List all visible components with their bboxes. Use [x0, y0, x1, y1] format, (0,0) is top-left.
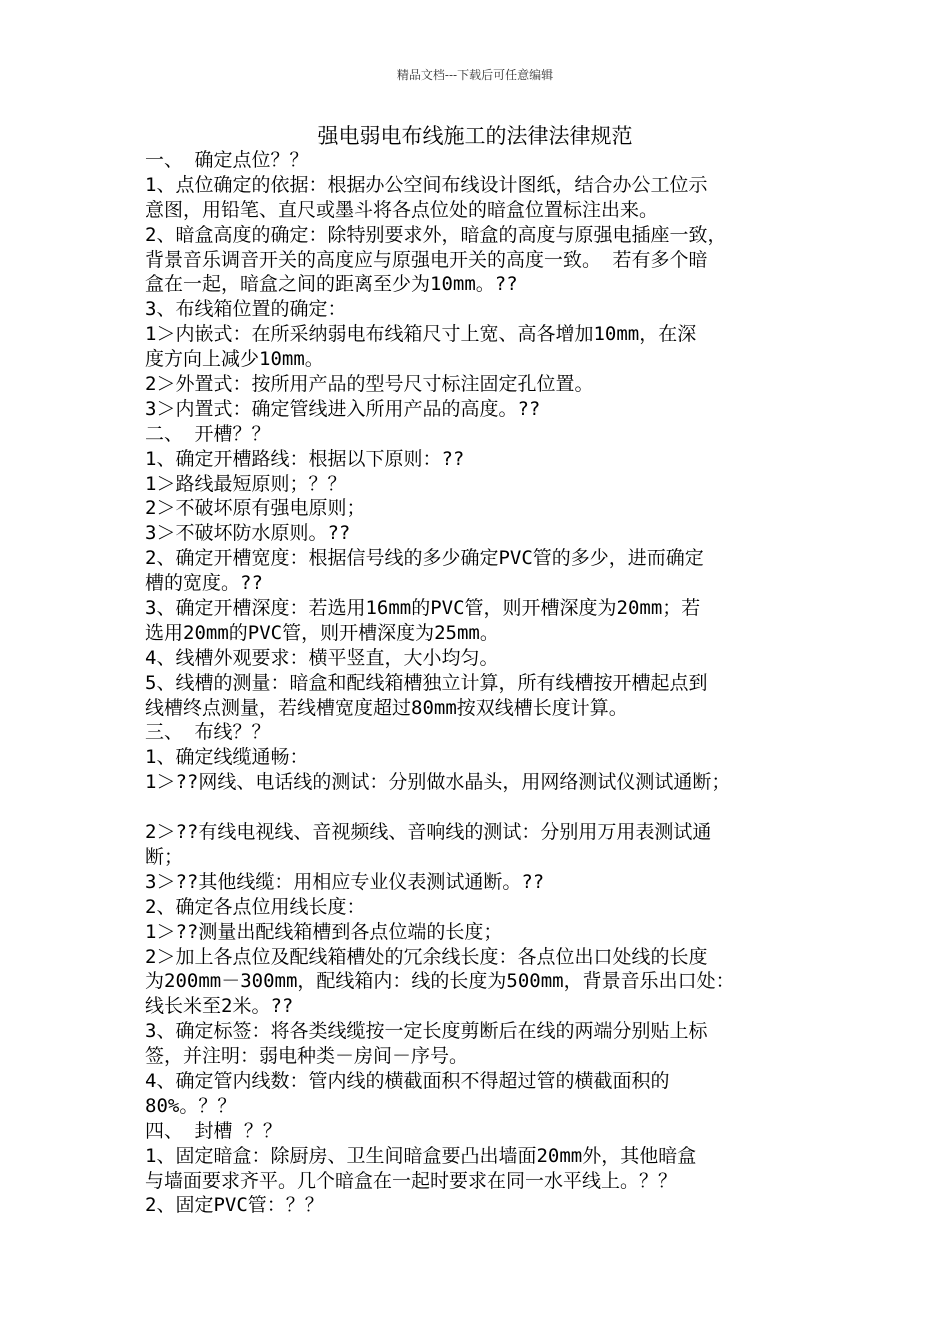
- body-line: 背景音乐调音开关的高度应与原强电开关的高度一致。 若有多个暗: [145, 248, 708, 271]
- body-line: 与墙面要求齐平。几个暗盒在一起时要求在同一水平线上。？？: [145, 1169, 678, 1192]
- body-line: 2、固定PVC管：？？: [145, 1194, 324, 1217]
- body-line: 2＞??有线电视线、音视频线、音响线的测试：分别用万用表测试通: [145, 821, 712, 844]
- body-line: 二、 开槽？？: [145, 422, 271, 445]
- body-line: 3＞内置式：确定管线进入所用产品的高度。??: [145, 397, 541, 420]
- body-line: 为200mm－300mm，配线箱内：线的长度为500mm，背景音乐出口处：: [145, 970, 735, 993]
- body-line: 1＞??测量出配线箱槽到各点位端的长度；: [145, 920, 503, 943]
- body-line: 度方向上减少10mm。: [145, 348, 324, 371]
- body-line: 1、固定暗盒：除厨房、卫生间暗盒要凸出墙面20mm外，其他暗盒: [145, 1144, 697, 1167]
- body-line: 意图，用铅笔、直尺或墨斗将各点位处的暗盒位置标注出来。: [145, 198, 659, 221]
- body-line: 1＞路线最短原则；？？: [145, 472, 347, 495]
- body-line: 4、线槽外观要求：横平竖直，大小均匀。: [145, 646, 499, 669]
- body-line: 槽的宽度。??: [145, 572, 263, 595]
- body-line: [145, 795, 825, 820]
- body-line: 一、 确定点位？？: [145, 149, 309, 171]
- body-line: 3、布线箱位置的确定：: [145, 298, 347, 321]
- body-line: 3、确定开槽深度：若选用16mm的PVC管，则开槽深度为20mm；若: [145, 597, 701, 620]
- body-line: 1、点位确定的依据：根据办公空间布线设计图纸，结合办公工位示: [145, 173, 708, 196]
- body-line: 断；: [145, 845, 184, 868]
- document-title: 强电弱电布线施工的法律法律规范: [317, 124, 633, 148]
- body-line: 盒在一起，暗盒之间的距离至少为10mm。??: [145, 273, 518, 296]
- body-line: 2、确定开槽宽度：根据信号线的多少确定PVC管的多少，进而确定: [145, 547, 704, 570]
- body-line: 2、确定各点位用线长度：: [145, 895, 366, 918]
- body-line: 4、确定管内线数：管内线的横截面积不得超过管的横截面积的: [145, 1069, 670, 1092]
- body-line: 线槽终点测量，若线槽宽度超过80mm按双线槽长度计算。: [145, 696, 628, 719]
- page-header: 精品文档---下载后可任意编辑: [396, 68, 554, 82]
- body-line: 1＞内嵌式：在所采纳弱电布线箱尺寸上宽、高各增加10mm，在深: [145, 323, 697, 346]
- body-line: 选用20mm的PVC管，则开槽深度为25mm。: [145, 621, 499, 644]
- body-line: 2、暗盒高度的确定：除特别要求外，暗盒的高度与原强电插座一致，: [145, 223, 727, 246]
- body-line: 3＞不破坏防水原则。??: [145, 522, 351, 545]
- body-line: 3、确定标签：将各类线缆按一定长度剪断后在线的两端分别贴上标: [145, 1020, 708, 1043]
- body-line: 2＞加上各点位及配线箱槽处的冗余线长度：各点位出口处线的长度: [145, 945, 708, 968]
- body-line: 三、 布线？？: [145, 721, 271, 744]
- body-line: 1、确定线缆通畅：: [145, 746, 309, 769]
- body-line: 3＞??其他线缆：用相应专业仪表测试通断。??: [145, 870, 545, 893]
- body-line: 1、确定开槽路线：根据以下原则：??: [145, 447, 465, 470]
- body-line: 1＞??网线、电话线的测试：分别做水晶头，用网络测试仪测试通断；: [145, 771, 731, 794]
- body-line: 线长米至2米。??: [145, 995, 294, 1018]
- document-body: [145, 148, 825, 1218]
- body-line: 80%。？？: [145, 1094, 237, 1117]
- body-line: 四、 封槽 ？？: [145, 1119, 282, 1142]
- body-line: 2＞不破坏原有强电原则；: [145, 497, 366, 520]
- body-line: 签，并注明：弱电种类－房间－序号。: [145, 1045, 469, 1068]
- body-line: 2＞外置式：按所用产品的型号尺寸标注固定孔位置。: [145, 373, 594, 396]
- body-line: 5、线槽的测量：暗盒和配线箱槽独立计算，所有线槽按开槽起点到: [145, 671, 708, 694]
